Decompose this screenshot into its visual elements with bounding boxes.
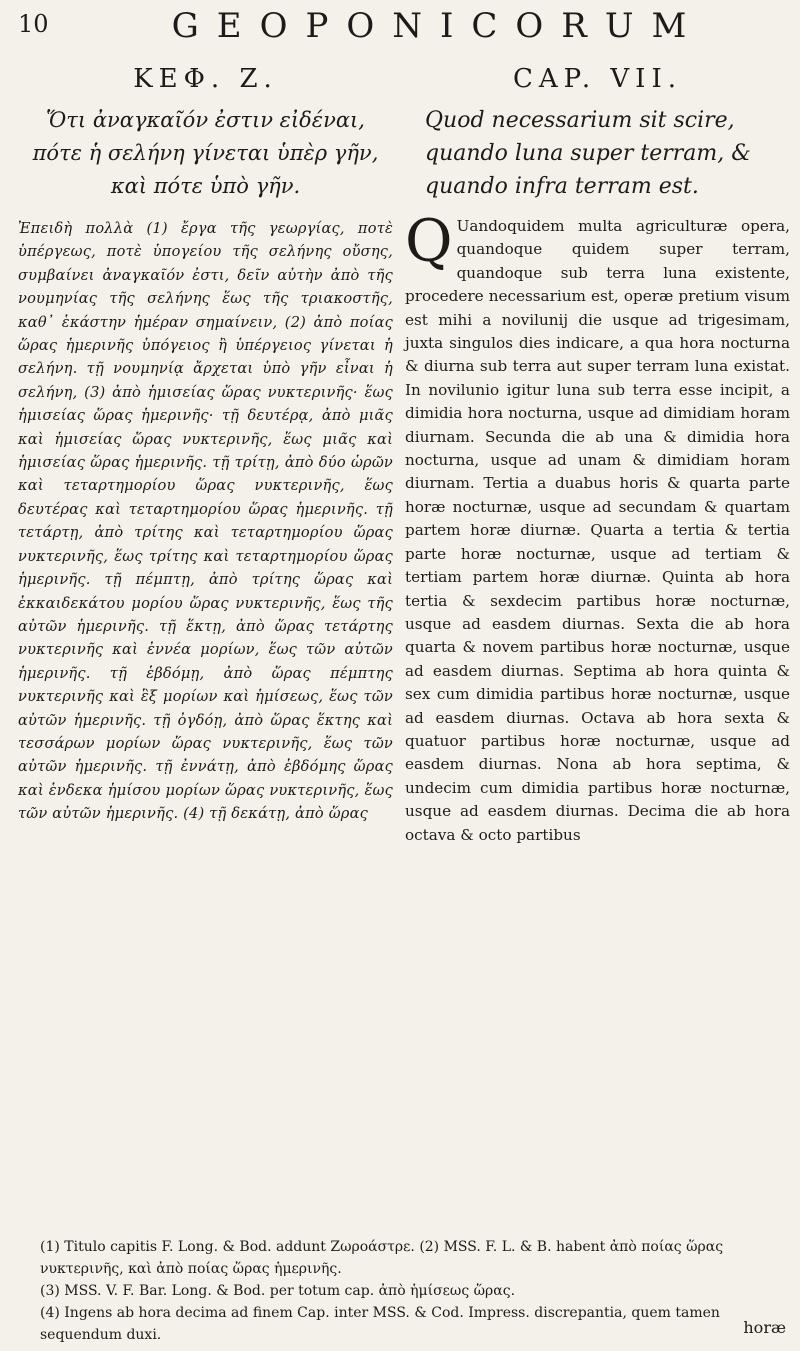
latin-chapter-heading: CAP. VII. xyxy=(512,64,682,94)
running-header xyxy=(18,6,788,46)
footnote-1: (1) Titulo capitis F. Long. & Bod. addunt Ζωροάστρε. (2) MSS. F. L. & B. habent ἀπὸ ποίας ὥρας νυκτερινῆς, καὶ ἀπὸ ποίας ὥρας ἡμερινῆς. xyxy=(40,1239,724,1277)
footnotes xyxy=(40,1236,790,1346)
greek-chapter-title: Ὅτι ἀναγκαῖόν ἐστιν εἰδέναι, πότε ἡ σελήνη γίνεται ὑπὲρ γῆν, καὶ πότε ὑπὸ γῆν. xyxy=(32,108,379,198)
latin-column xyxy=(405,64,790,847)
catchword: horæ xyxy=(743,1318,786,1337)
greek-body-text: Ἐπειδὴ πολλὰ (1) ἔργα τῆς γεωργίας, ποτὲ ὑπέργεως, ποτὲ ὑπογείου τῆς σελήνης οὔσης, συμβαίνει ἀναγκαῖόν ἐστι, δεῖν αὐτὴν ἀπὸ τῆς νουμηνίας τῆς σελήνης ἕως τῆς τριακοστῆς, καθ᾽ ἑκάστην ἡμέραν σημαίνειν, (2) ἀπὸ ποίας ὥρας ἡμερινῆς ὑπόγειος ἢ ὑπέργειος γίνεται ἡ σελήνη. τῇ νουμηνίᾳ ἄρχεται ὑπὸ γῆν εἶναι ἡ σελήνη, (3) ἀπὸ ἡμισείας ὥρας νυκτερινῆς· ἕως ἡμισείας ὥρας ἡμερινῆς· τῇ δευτέρᾳ, ἀπὸ μιᾶς καὶ ἡμισείας ὥρας νυκτερινῆς, ἕως μιᾶς καὶ ἡμισείας ὥρας ἡμερινῆς. τῇ τρίτῃ, ἀπὸ δύο ὡρῶν καὶ τεταρτημορίου ὥρας νυκτερινῆς, ἕως δευτέρας καὶ τεταρτημορίου ὥρας ἡμερινῆς. τῇ τετάρτῃ, ἀπὸ τρίτης καὶ τεταρτημορίου ὥρας νυκτερινῆς, ἕως τρίτης καὶ τεταρτημορίου ὥρας ἡμερινῆς. τῇ πέμπτῃ, ἀπὸ τρίτης ὥρας καὶ ἑκκαιδεκάτου μορίου ὥρας νυκτερινῆς, ἕως τῆς αὐτῶν ἡμερινῆς. τῇ ἕκτῃ, ἀπὸ ὥρας τετάρτης νυκτερινῆς καὶ ἐννέα μορίων, ἕως τῶν αὐτῶν ἡμερινῆς. τῇ ἑβδόμῃ, ἀπὸ ὥρας πέμπτης νυκτερινῆς καὶ ἓξ μορίων καὶ ἡμίσεως, ἕως τῶν αὐτῶν ἡμερινῆς. τῇ ὀγδόῃ, ἀπὸ ὥρας ἕκτης καὶ τεσσάρων μορίων ὥρας νυκτερινῆς, ἕως τῶν αὐτῶν ἡμερινῆς. τῇ ἐννάτῃ, ἀπὸ ἑβδόμης ὥρας καὶ ἑνδεκα ἡμίσου μορίων ὥρας νυκτερινῆς, ἕως τῶν αὐτῶν ἡμερινῆς. (4) τῇ δεκάτῃ, ἀπὸ ὥρας xyxy=(18,220,393,823)
latin-chapter-title: Quod necessarium sit scire, quando luna super terram, & quando infra terram est. xyxy=(425,108,751,199)
greek-chapter-heading: ΚΕΦ. Ζ. xyxy=(133,64,278,94)
running-title: GEOPONICORUM xyxy=(171,6,705,46)
greek-column xyxy=(18,64,393,826)
footnote-3: (4) Ingens ab hora decima ad finem Cap. inter MSS. & Cod. Impress. discrepantia, quem tamen sequendum duxi. xyxy=(40,1305,720,1343)
latin-body-content: Uandoquidem multa agriculturæ opera, quandoque quidem super terram, quandoque sub terra luna existente, procedere necessarium est, operæ pretium visum est mihi a novilunij die usque ad trigesimam, juxta singulos dies indicare, a qua hora nocturna & diurna sub terra aut super terram luna existat. In novilunio igitur luna sub terra esse incipit, a dimidia hora nocturna, usque ad dimidiam horam diurnam. Secunda die ab una & dimidia hora nocturna, usque ad unam & dimidiam horam diurnam. Tertia a duabus horis & quarta parte horæ nocturnæ, usque ad secundam & quartam partem horæ diurnæ. Quarta a tertia & tertia parte horæ nocturnæ, usque ad tertiam & tertiam partem horæ diurnæ. Quinta ab hora tertia & sexdecim partibus horæ nocturnæ, usque ad easdem diurnas. Sexta die ab hora quarta & novem partibus horæ nocturnæ, usque ad easdem diurnas. Septima ab hora quinta & sex cum dimidia partibus horæ nocturnæ, usque ad easdem diurnas. Octava ab hora sexta & quatuor partibus horæ nocturnæ, usque ad easdem diurnas. Nona ab hora septima, & undecim cum dimidia partibus horæ nocturnæ, usque ad easdem diurnas. Decima die ab hora octava & octo partibus xyxy=(405,217,790,844)
latin-body-text xyxy=(405,207,790,847)
drop-capital: Q xyxy=(405,207,453,275)
page-number: 10 xyxy=(18,10,49,38)
footnote-2: (3) MSS. V. F. Bar. Long. & Bod. per totum cap. ἀπὸ ἡμίσεως ὥρας. xyxy=(40,1283,516,1299)
